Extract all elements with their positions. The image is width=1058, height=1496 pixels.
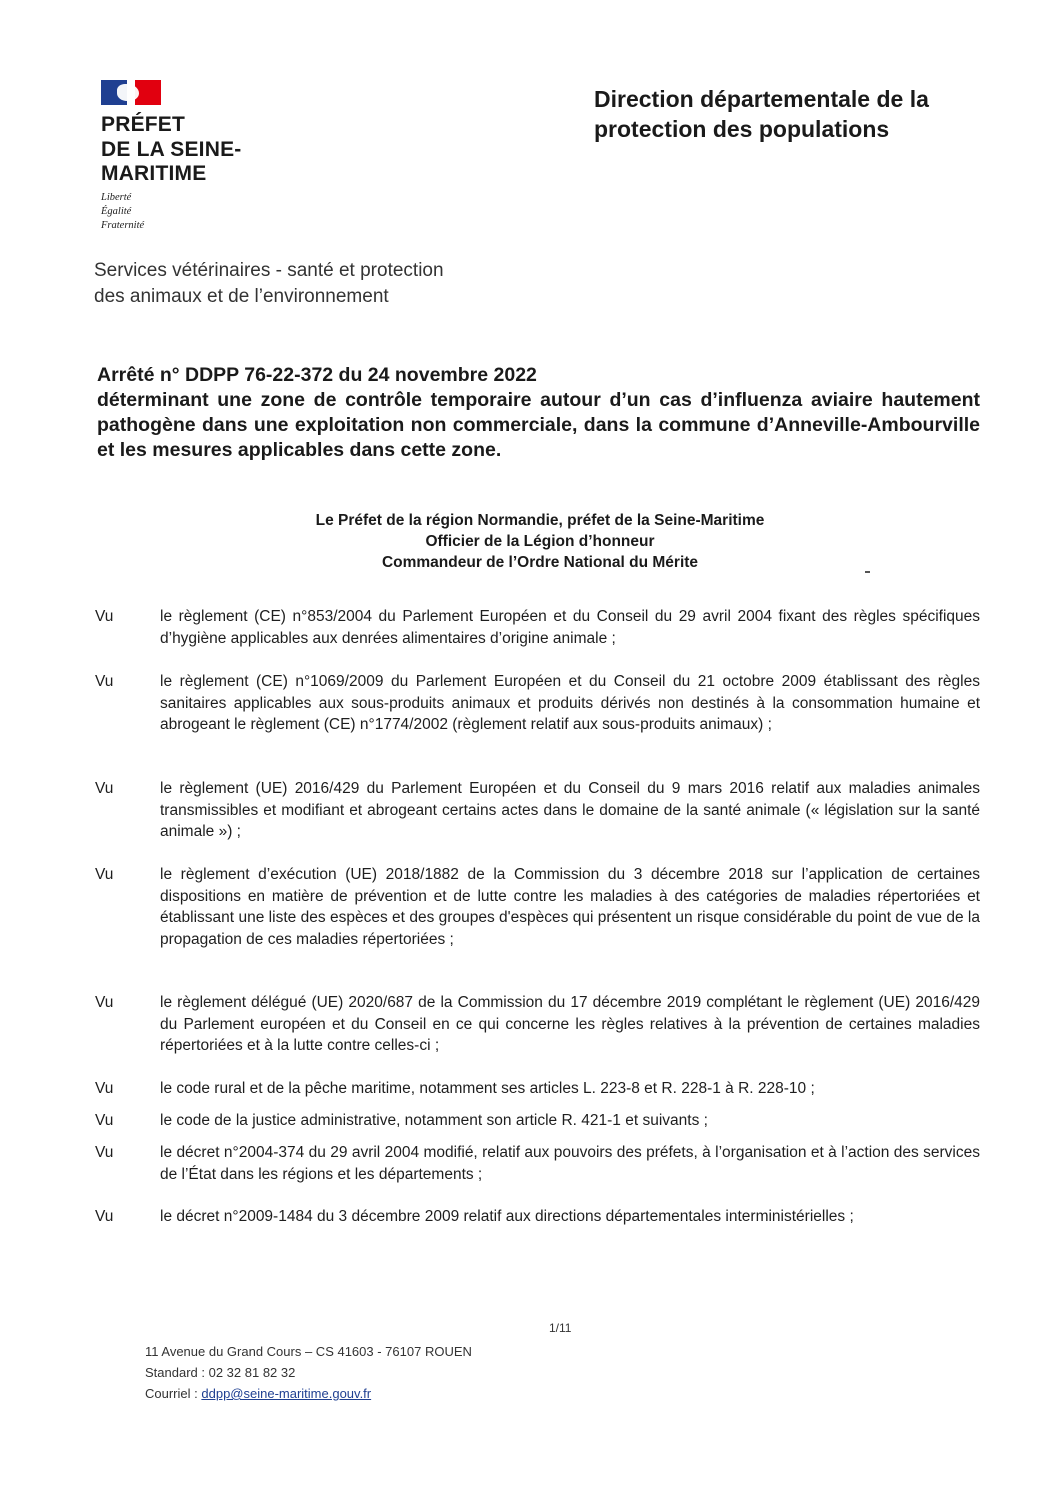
visa-label: Vu (95, 1112, 114, 1129)
direction-line: protection des populations (594, 116, 890, 142)
visa-text: le code de la justice administrative, notamment son article R. 421-1 et suivants ; (160, 1112, 708, 1129)
republic-motto (101, 191, 144, 233)
footer-email-label: Courriel : (145, 1386, 198, 1401)
visa-text: le code rural et de la pêche maritime, notamment ses articles L. 223-8 et R. 228-1 à R. 228-10 ; (160, 1080, 815, 1097)
prefet-line: MARITIME (101, 162, 207, 185)
scan-mark (865, 571, 870, 573)
visa-label: Vu (95, 780, 114, 797)
visa-text: le décret n°2004-374 du 29 avril 2004 modifié, relatif aux pouvoirs des préfets, à l’organisation et à l’action des services de l’État dans les régions et les départements ; (160, 1144, 980, 1183)
visa-label: Vu (95, 1080, 114, 1097)
prefet-title-line: Commandeur de l’Ordre National du Mérite (381, 554, 699, 571)
service-line: des animaux et de l’environnement (94, 286, 389, 307)
prefet-titles (160, 510, 920, 573)
footer-email-row (145, 1383, 472, 1404)
arrete-description: déterminant une zone de contrôle temporaire autour d’un cas d’influenza aviaire hautement pathogène dans une exploitation non commerciale, dans la commune d’Anneville-Ambourville et les mesures applicables dans cette zone. (97, 389, 980, 461)
visa-text: le règlement (CE) n°853/2004 du Parlement Européen et du Conseil du 29 avril 2004 fixant des règles spécifiques d’hygiène applicables aux denrées alimentaires d’origine animale ; (160, 608, 980, 647)
direction-line: Direction départementale de la (594, 86, 929, 112)
arrete-title (97, 363, 980, 463)
page-number: 1/11 (549, 1321, 572, 1335)
prefet-block (101, 113, 241, 187)
visa-label: Vu (95, 673, 114, 690)
prefet-line: DE LA SEINE- (101, 137, 242, 161)
prefet-line: PRÉFET (101, 113, 186, 136)
visa-label: Vu (95, 608, 114, 625)
direction-heading (594, 84, 929, 144)
footer (145, 1341, 472, 1404)
visa-text: le décret n°2009-1484 du 3 décembre 2009 relatif aux directions départementales interministérielles ; (160, 1208, 854, 1225)
footer-email-link[interactable]: ddpp@seine-maritime.gouv.fr (201, 1386, 372, 1401)
visa-label: Vu (95, 866, 114, 883)
visa-text: le règlement (CE) n°1069/2009 du Parlement Européen et du Conseil du 21 octobre 2009 établissant des règles sanitaires applicables aux sous-produits animaux et produits dérivés non destinés à la consommation humaine et abrogeant le règlement (CE) n°1774/2002 (règlement relatif aux sous-produits animaux) ; (160, 673, 980, 733)
service-name (94, 258, 444, 310)
prefet-title-line: Officier de la Légion d’honneur (425, 533, 655, 550)
motto-line: Liberté (101, 192, 132, 203)
prefet-title-line: Le Préfet de la région Normandie, préfet de la Seine-Maritime (315, 512, 765, 529)
arrete-number: Arrêté n° DDPP 76-22-372 du 24 novembre 2022 (97, 364, 537, 386)
visa-label: Vu (95, 994, 114, 1011)
visa-text: le règlement (UE) 2016/429 du Parlement Européen et du Conseil du 9 mars 2016 relatif aux maladies animales transmissibles et modifiant et abrogeant certains actes dans le domaine de la santé animale (« législation sur la santé animale ») ; (160, 780, 980, 840)
motto-line: Fraternité (101, 220, 145, 231)
visa-label: Vu (95, 1208, 114, 1225)
visa-text: le règlement délégué (UE) 2020/687 de la Commission du 17 décembre 2019 complétant le règlement (UE) 2016/429 du Parlement européen et du Conseil en ce qui concerne les règles relatives à la prévention de certaines maladies répertoriées et à la lutte contre celles-ci ; (160, 994, 980, 1054)
visa-label: Vu (95, 1144, 114, 1161)
marianne-logo (101, 80, 161, 105)
motto-line: Égalité (101, 206, 132, 217)
footer-standard: Standard : 02 32 81 82 32 (145, 1365, 296, 1380)
footer-address: 11 Avenue du Grand Cours – CS 41603 - 76107 ROUEN (145, 1344, 472, 1359)
visa-text: le règlement d’exécution (UE) 2018/1882 de la Commission du 3 décembre 2018 sur l’application de certaines dispositions en matière de prévention et de lutte contre les maladies à des catégories de maladies répertoriées et établissant une liste des espèces et des groupes d'espèces qui présentent un risque considérable du point de vue de la propagation de ces maladies répertoriées ; (160, 866, 980, 948)
service-line: Services vétérinaires - santé et protection (94, 260, 444, 281)
